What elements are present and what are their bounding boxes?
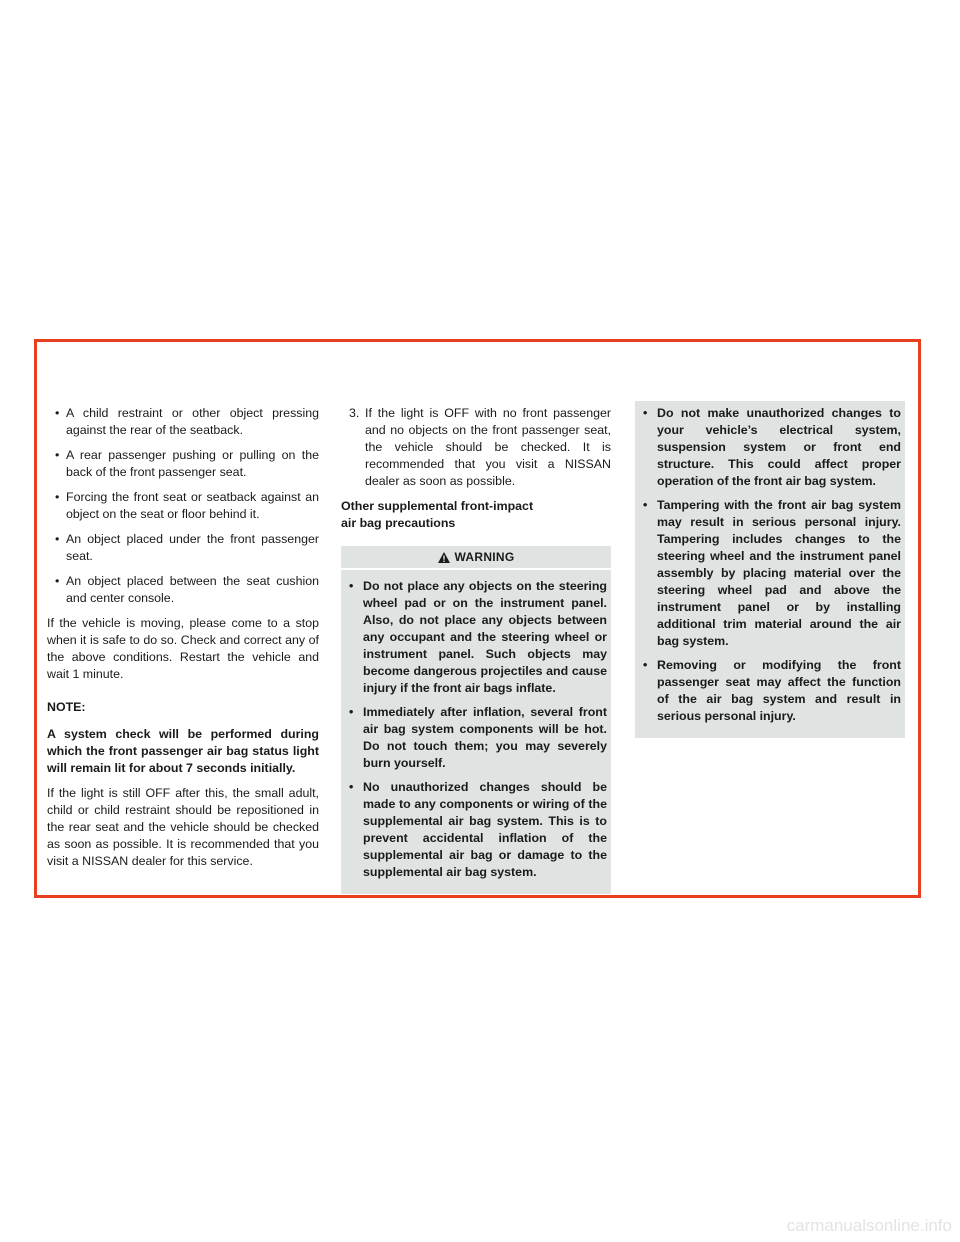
warning-box	[341, 546, 611, 894]
list-item: • Removing or modifying the front passenger seat may affect the function of the air bag system and result in serious personal injury.	[643, 658, 901, 723]
column-middle	[341, 405, 611, 894]
list-item: • A rear passenger pushing or pulling on the back of the front passenger seat.	[55, 448, 319, 479]
light-off-paragraph: If the light is still OFF after this, the small adult, child or child restraint should be repositioned in the rear seat and the vehicle should be checked as soon as possible. It is recommended that you visit a NISSAN dealer for this service.	[47, 786, 319, 868]
warning-list	[635, 405, 901, 725]
list-item: 3. If the light is OFF with no front passenger and no objects on the front passenger seat, the vehicle should be checked. It is recommended that you visit a NISSAN dealer as soon as possible.	[349, 406, 611, 488]
warning-triangle-icon	[437, 551, 451, 564]
list-item: • An object placed between the seat cushion and center console.	[55, 574, 319, 605]
list-item: • A child restraint or other object pressing against the rear of the seatback.	[55, 406, 319, 437]
list-item: • Forcing the front seat or seatback against an object on the seat or floor behind it.	[55, 490, 319, 521]
column-right	[635, 405, 905, 738]
restart-paragraph: If the vehicle is moving, please come to a stop when it is safe to do so. Check and correct any of the above conditions. Restart the vehicle and wait 1 minute.	[47, 616, 319, 681]
note-label: NOTE:	[47, 700, 86, 714]
watermark: carmanualsonline.info	[786, 1216, 952, 1235]
warning-header	[341, 546, 611, 568]
list-item: • An object placed under the front passenger seat.	[55, 532, 319, 563]
list-item: • Do not place any objects on the steering wheel pad or on the instrument panel. Also, do not place any objects between any occupant and the steering wheel or instrument panel. Such objects may become dangerous projectiles and cause injury if the front air bags inflate.	[349, 579, 607, 695]
list-item: • Tampering with the front air bag system may result in serious personal injury. Tampering includes changes to the steering wheel and the instrument panel assembly by placing material over the steering wheel pad and above the instrument panel or by installing additional trim material around the air bag system.	[643, 498, 901, 648]
warning-body	[341, 570, 611, 894]
note-text: A system check will be performed during which the front passenger air bag status light will remain lit for about 7 seconds initially.	[47, 727, 319, 775]
warning-box-continued	[635, 401, 905, 738]
list-item: • No unauthorized changes should be made to any components or wiring of the supplemental air bag system. This is to prevent accidental inflation of the supplemental air bag or damage to the supplemental air bag system.	[349, 780, 607, 879]
section-heading: Other supplemental front-impact air bag precautions	[341, 499, 534, 530]
warning-label: WARNING	[454, 549, 515, 564]
list-item: • Immediately after inflation, several front air bag system components will be hot. Do not touch them; you may severely burn yourself.	[349, 705, 607, 770]
list-item: • Do not make unauthorized changes to your vehicle’s electrical system, suspension system or front end structure. This could affect proper operation of the front air bag system.	[643, 406, 901, 488]
warning-body	[635, 401, 905, 738]
warning-list	[341, 578, 607, 881]
step-list	[341, 405, 611, 490]
condition-list	[47, 405, 319, 607]
column-left	[47, 405, 319, 870]
